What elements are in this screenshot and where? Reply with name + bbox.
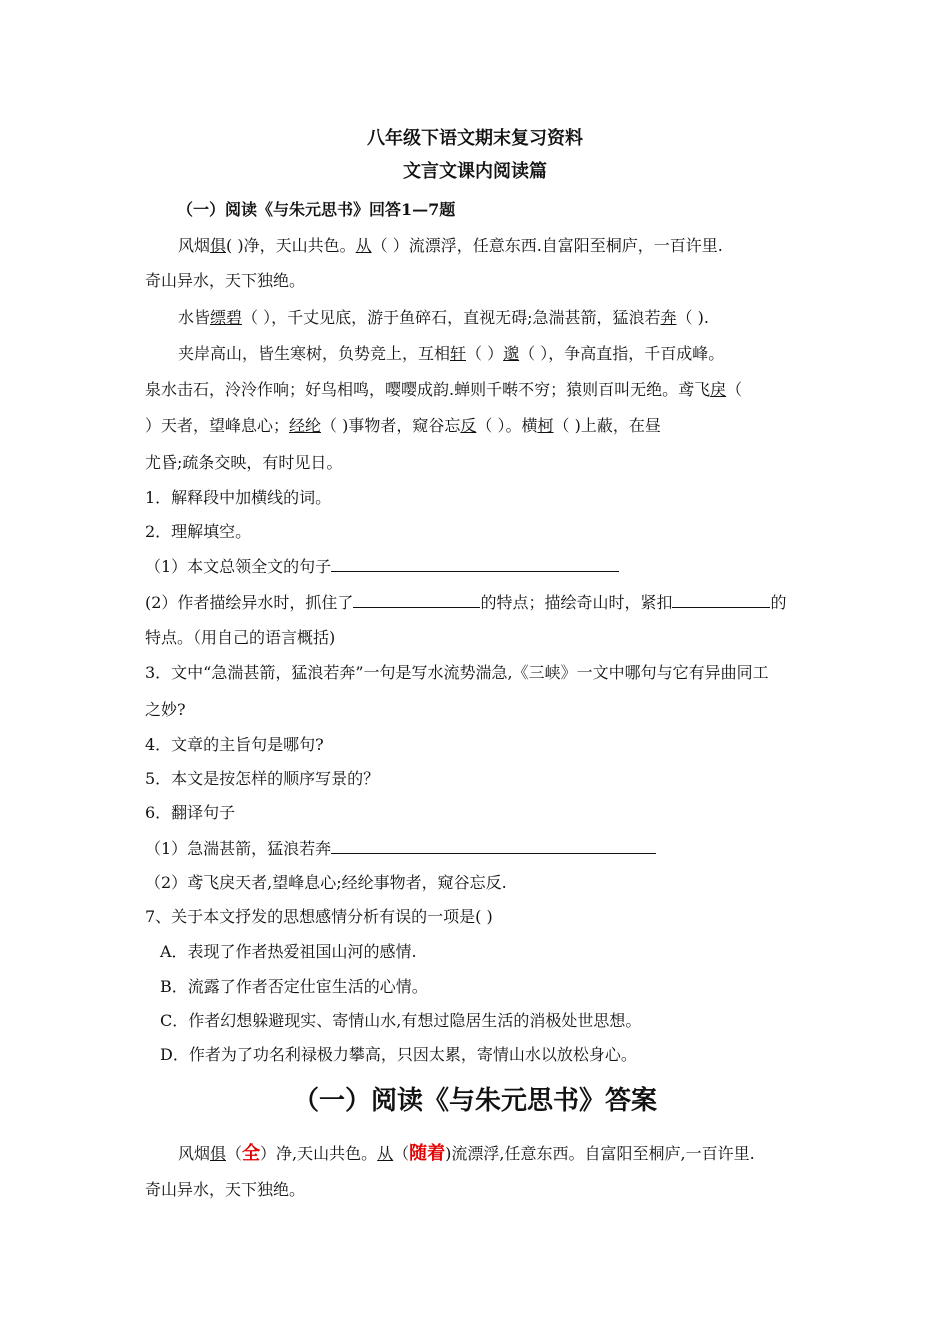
question-3: 3．文中“急湍甚箭，猛浪若奔”一句是写水流势湍急,《三峡》一文中哪句与它有异曲同工	[145, 663, 769, 682]
passage-line-2: 奇山异水，天下独绝。	[145, 271, 306, 290]
question-text: 的特点；描绘奇山时，紧扣	[480, 593, 673, 612]
question-6: 6．翻译句子	[145, 803, 236, 822]
answer-blank[interactable]	[353, 592, 480, 608]
underlined-word: 俱	[210, 1144, 227, 1163]
question-text: （1）本文总领全文的句子	[145, 557, 332, 576]
passage-text: ( )净，天山共色。	[226, 236, 356, 255]
answer-blank[interactable]	[331, 838, 656, 854]
passage-text: （ ).	[676, 308, 709, 327]
question-5: 5．本文是按怎样的顺序写景的？	[145, 769, 380, 788]
passage-text: ）天者，望峰息心；	[145, 416, 290, 435]
passage-line-6	[145, 416, 810, 436]
passage-line-1	[145, 236, 843, 256]
option-b: B．流露了作者否定仕宦生活的心情。	[160, 977, 428, 996]
passage-text: 泉水击石，泠泠作响；好鸟相鸣，嘤嘤成韵.蝉则千啭不穷；猿则百叫无绝。鸢飞	[145, 380, 711, 399]
question-6-1	[145, 838, 810, 859]
underlined-word: 缥碧	[210, 308, 243, 327]
question-2-2	[145, 592, 810, 613]
underlined-word: 从	[377, 1144, 394, 1163]
question-2-2-cont: 特点。（用自己的语言概括)	[145, 628, 336, 647]
underlined-word: 从	[355, 236, 372, 255]
question-4: 4．文章的主旨句是哪句?	[145, 735, 324, 754]
passage-text: （ ）。横	[476, 416, 538, 435]
answer-text: 随着	[409, 1143, 446, 1164]
passage-text: )流漂浮,任意东西。自富阳至桐庐,一百许里.	[445, 1144, 755, 1163]
question-3-cont: 之妙?	[145, 700, 186, 719]
passage-text: （	[393, 1144, 410, 1163]
question-1: 1．解释段中加横线的词。	[145, 488, 332, 507]
passage-text: （	[226, 1144, 243, 1163]
document-title: 八年级下语文期末复习资料	[367, 128, 583, 149]
option-c: C．作者幻想躲避现实、寄情山水,有想过隐居生活的消极处世思想。	[160, 1011, 642, 1030]
question-2: 2．理解填空。	[145, 522, 252, 541]
answer-text: 全	[242, 1143, 261, 1164]
answer-blank[interactable]	[672, 592, 770, 608]
passage-text: ）净,天山共色。	[260, 1144, 378, 1163]
option-a: A．表现了作者热爱祖国山河的感情.	[160, 942, 417, 961]
option-d: D．作者为了功名利禄极力攀高，只因太累，寄情山水以放松身心。	[160, 1045, 637, 1064]
answer-line-1	[145, 1144, 843, 1164]
question-2-1	[145, 556, 810, 577]
document-subtitle: 文言文课内阅读篇	[403, 161, 547, 182]
passage-text: （	[726, 380, 743, 399]
question-text: 的	[770, 593, 787, 612]
passage-line-7: 尤昏;疏条交映，有时见日。	[145, 453, 343, 472]
passage-text: （ )事物者，窥谷忘	[321, 416, 461, 435]
answer-blank[interactable]	[331, 556, 619, 572]
underlined-word: 柯	[537, 416, 554, 435]
passage-text: 风烟	[178, 1144, 211, 1163]
underlined-word: 轩	[450, 344, 467, 363]
underlined-word: 反	[460, 416, 477, 435]
passage-line-4	[145, 344, 843, 364]
passage-text: （ )上蔽，在昼	[553, 416, 661, 435]
passage-text: 风烟	[178, 236, 211, 255]
passage-line-5	[145, 380, 810, 400]
section-heading: （一）阅读《与朱元思书》回答1—7题	[177, 200, 456, 219]
passage-text: （ ），千丈见底，游于鱼碎石，直视无碍;急湍甚箭，猛浪若	[242, 308, 661, 327]
underlined-word: 戾	[710, 380, 727, 399]
answer-line-2: 奇山异水，天下独绝。	[145, 1180, 306, 1199]
passage-text: （ ），争高直指，千百成峰。	[519, 344, 725, 363]
question-text: （1）急湍甚箭，猛浪若奔	[145, 839, 332, 858]
underlined-word: 邈	[503, 344, 520, 363]
question-6-2: （2）鸢飞戾天者,望峰息心;经纶事物者，窥谷忘反.	[145, 873, 507, 892]
question-7: 7、关于本文抒发的思想感情分析有误的一项是( )	[145, 907, 493, 926]
passage-text: （ ）流漂浮，任意东西.自富阳至桐庐，一百许里.	[371, 236, 723, 255]
answer-heading: （一）阅读《与朱元思书》答案	[292, 1086, 657, 1116]
question-text: (2）作者描绘异水时，抓住了	[145, 593, 354, 612]
passage-text: （ ）	[466, 344, 504, 363]
underlined-word: 俱	[210, 236, 227, 255]
passage-text: 水皆	[178, 308, 211, 327]
passage-line-3	[145, 308, 843, 328]
passage-text: 夹岸高山，皆生寒树，负势竞上，互相	[178, 344, 451, 363]
underlined-word: 奔	[660, 308, 677, 327]
underlined-word: 经纶	[289, 416, 322, 435]
